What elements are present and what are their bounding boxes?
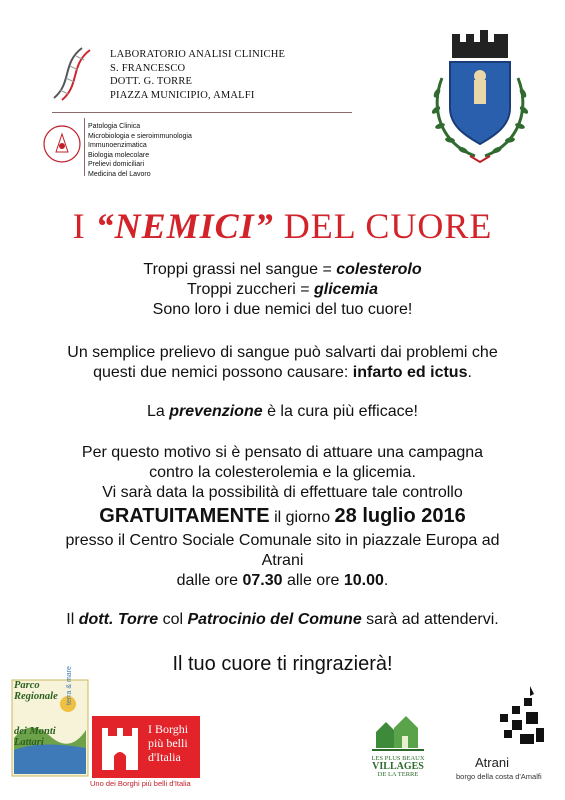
closing-line: Il dott. Torre col Patrocinio del Comune sarà ad attendervi. bbox=[66, 611, 499, 628]
atrani-subtitle: borgo della costa d'Amalfi bbox=[456, 772, 542, 781]
service-item: Prelievi domiciliari bbox=[88, 161, 145, 168]
municipal-crest-icon bbox=[420, 28, 540, 178]
service-item: Biologia molecolare bbox=[88, 151, 150, 159]
title-part: I bbox=[72, 206, 96, 246]
campaign-line: Atrani bbox=[261, 552, 304, 569]
intro-line: Troppi zuccheri = glicemia bbox=[186, 281, 379, 298]
villages-text: LES PLUS BEAUX VILLAGES DE LA TERRE bbox=[371, 755, 425, 778]
villages-logo-icon bbox=[372, 712, 424, 754]
service-item: Patologia Clinica bbox=[88, 123, 141, 130]
prevention-line: La prevenzione è la cura più efficace! bbox=[147, 403, 418, 420]
parco-text: Parco Regionale dei Monti Lattari bbox=[14, 680, 58, 748]
intro-line: Troppi grassi nel sangue = colesterolo bbox=[143, 261, 422, 278]
campaign-line: contro la colesterolemia e la glicemia. bbox=[149, 464, 416, 481]
borghi-logo bbox=[92, 716, 200, 778]
lab-subname: S. FRANCESCO bbox=[110, 62, 186, 74]
campaign-line: presso il Centro Sociale Comunale sito in piazzale Europa ad bbox=[65, 532, 500, 549]
header-divider bbox=[52, 112, 352, 113]
lab-dna-logo bbox=[42, 38, 102, 108]
intro-block bbox=[20, 260, 545, 320]
intro-line: Sono loro i due nemici del tuo cuore! bbox=[152, 301, 413, 318]
campaign-line: Vi sarà data la possibilità di effettuare tale controllo bbox=[102, 484, 463, 501]
lab-name: LABORATORIO ANALISI CLINICHE bbox=[110, 49, 286, 60]
service-item: Medicina del Lavoro bbox=[88, 170, 151, 178]
atrani-name: Atrani bbox=[475, 755, 509, 770]
lab-seal-icon bbox=[42, 124, 82, 164]
service-item: Microbiologia e sieroimmunologia bbox=[88, 132, 192, 140]
campaign-date-line: GRATUITAMENTE il giorno 28 luglio 2016 bbox=[99, 505, 466, 527]
campaign-hours: dalle ore 07.30 alle ore 10.00. bbox=[176, 572, 389, 589]
risk-line: questi due nemici possono causare: infarto ed ictus. bbox=[93, 364, 472, 381]
services-divider bbox=[84, 118, 85, 176]
service-item: Immunoenzimatica bbox=[88, 142, 147, 149]
title-emphasis: “NEMICI” bbox=[95, 206, 274, 246]
campaign-line: Per questo motivo si è pensato di attuare una campagna bbox=[81, 444, 484, 461]
campaign-block bbox=[20, 443, 545, 591]
castle-icon bbox=[98, 722, 142, 772]
lab-address: PIAZZA MUNICIPIO, AMALFI bbox=[110, 89, 255, 101]
atrani-logo-icon bbox=[490, 684, 550, 752]
borghi-text: I Borghi più belli d'Italia bbox=[148, 722, 189, 764]
borghi-caption: Uno dei Borghi più belli d'Italia bbox=[90, 779, 191, 788]
lab-services bbox=[88, 122, 192, 179]
thanks-line: Il tuo cuore ti ringrazierà! bbox=[172, 653, 393, 675]
page-title bbox=[0, 205, 565, 247]
title-part: DEL CUORE bbox=[273, 206, 493, 246]
terra-mare-text: terra & mare bbox=[66, 666, 73, 705]
risk-block bbox=[20, 343, 545, 383]
lab-doctor: DOTT. G. TORRE bbox=[110, 76, 193, 87]
risk-line: Un semplice prelievo di sangue può salvarti dai problemi che bbox=[67, 344, 498, 361]
lab-info bbox=[110, 48, 285, 102]
